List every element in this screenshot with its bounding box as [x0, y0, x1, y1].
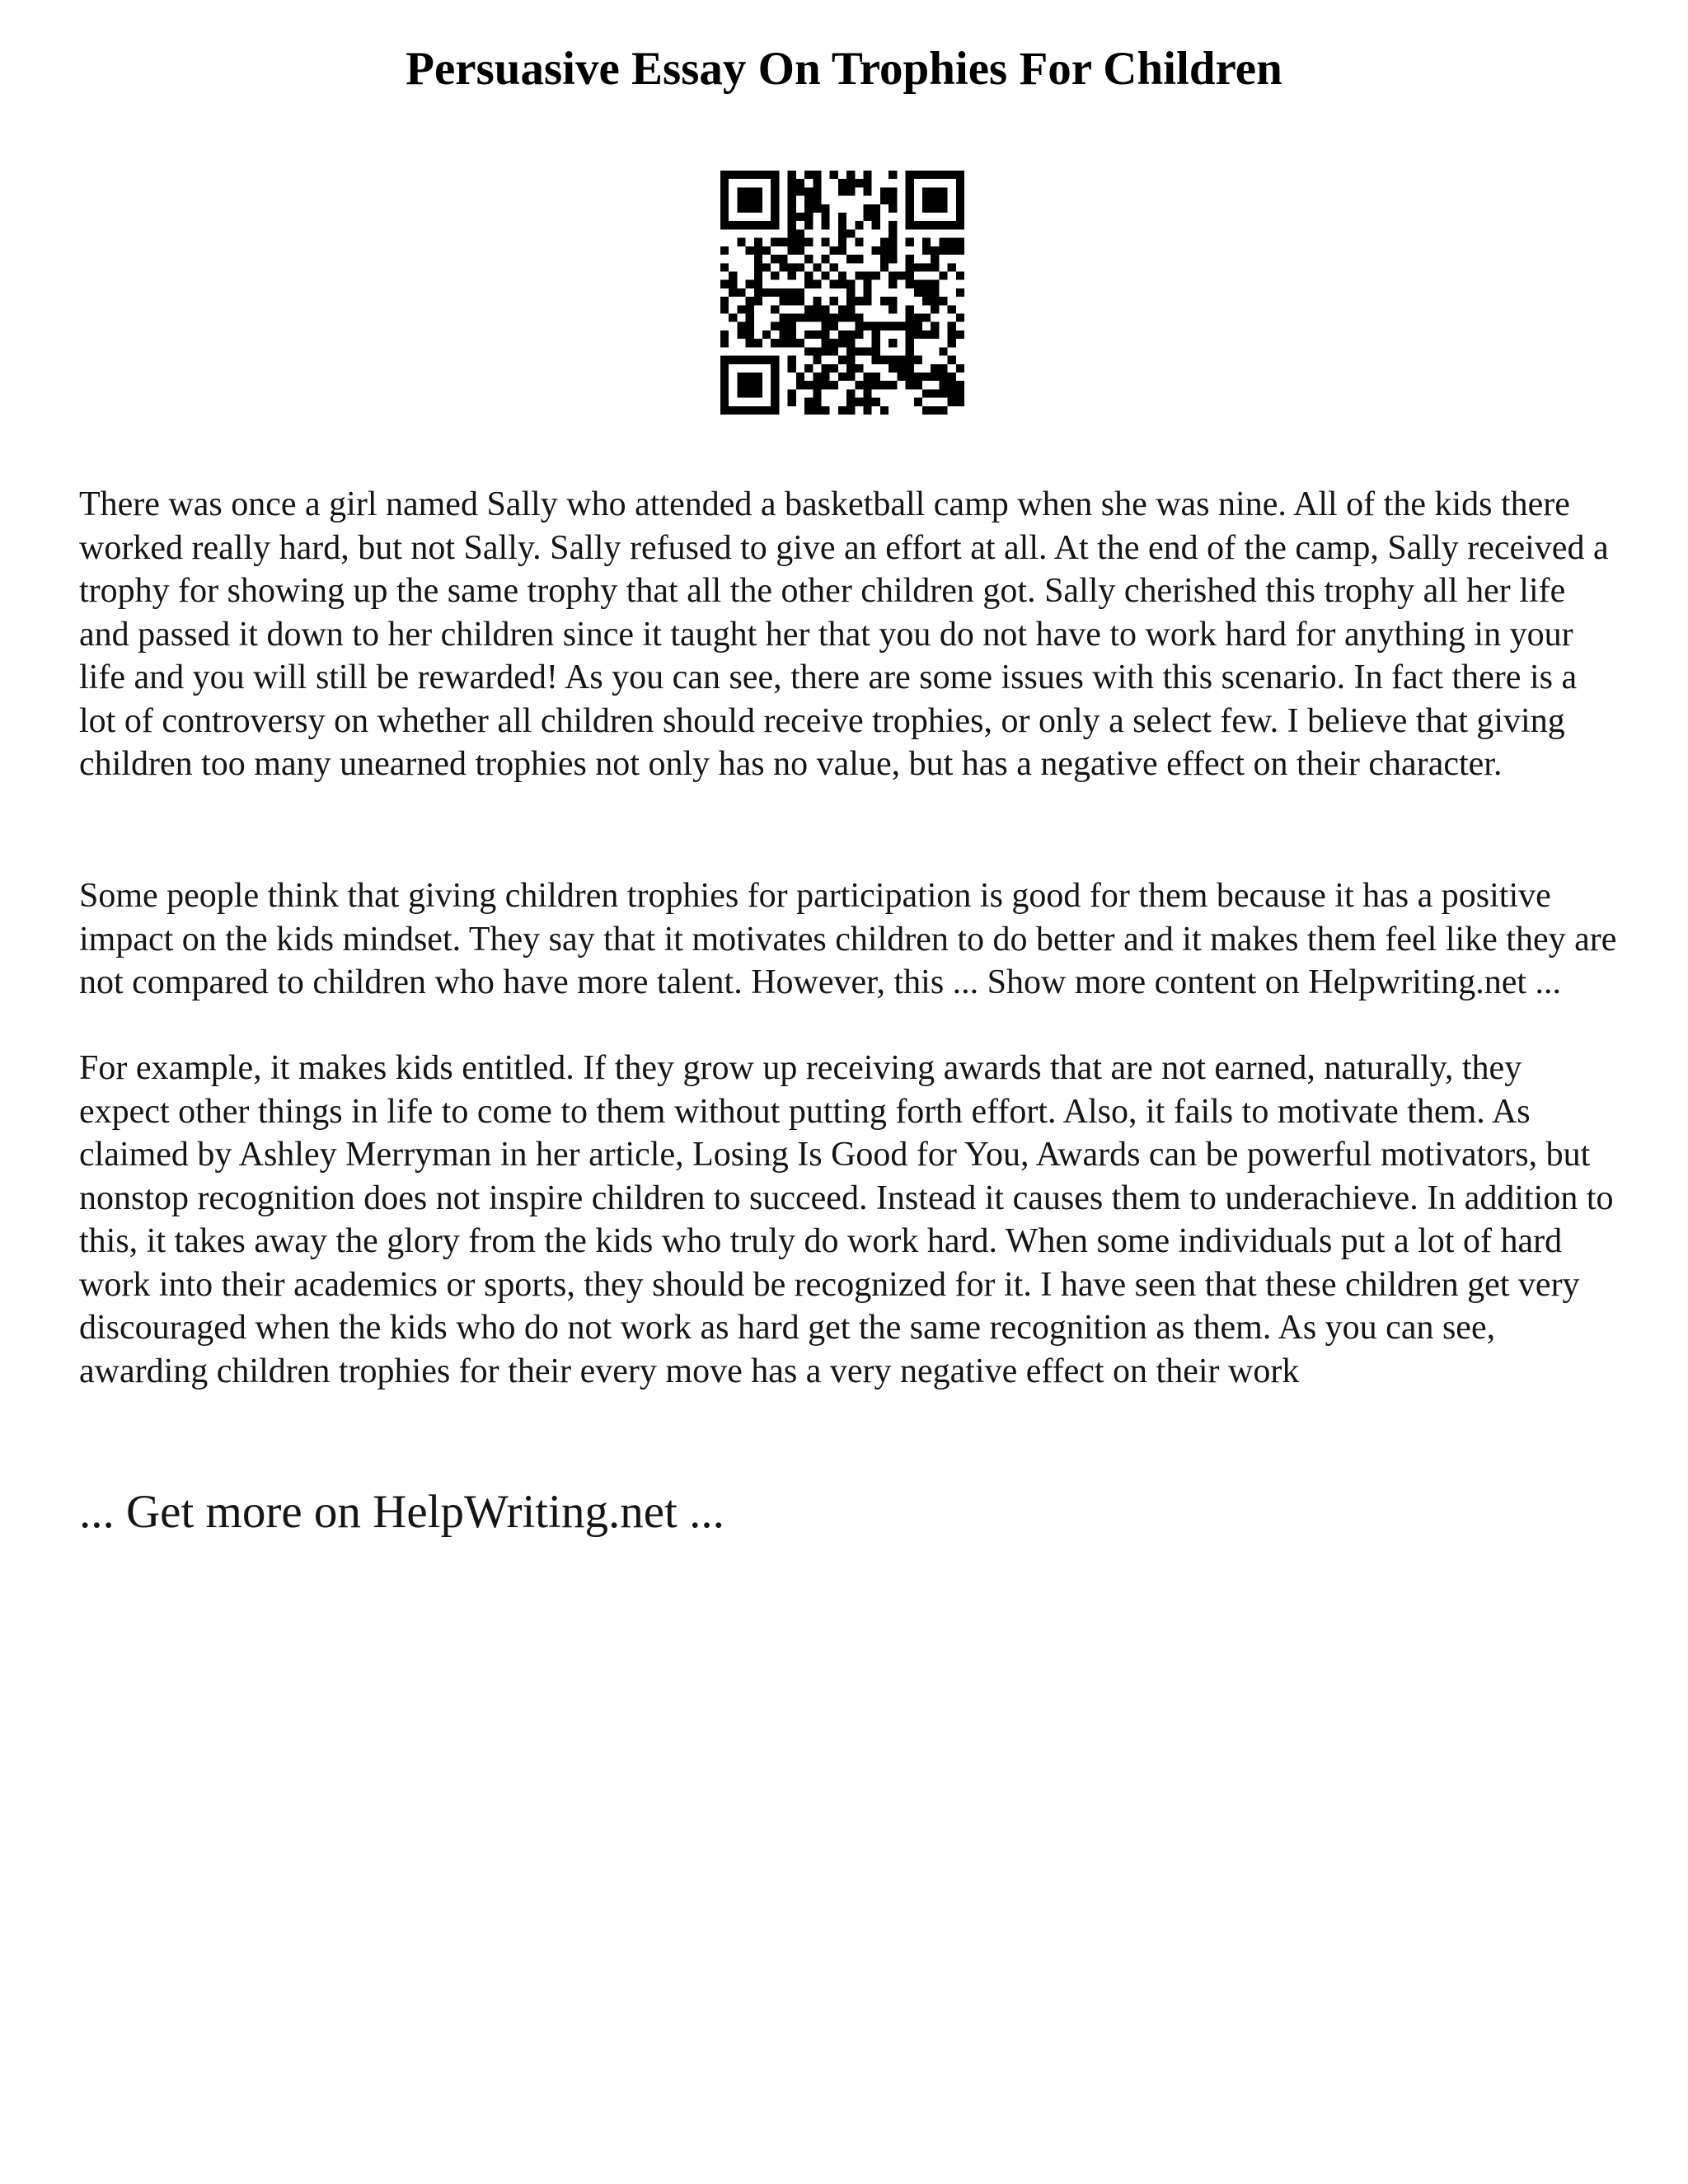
- get-more-link[interactable]: ... Get more on HelpWriting.net ...: [79, 1486, 724, 1538]
- page-title: Persuasive Essay On Trophies For Children: [406, 43, 1282, 95]
- essay-paragraph-3: For example, it makes kids entitled. If they grow up receiving awards that are not earned, naturally, they expect other things in life to come to them without putting forth effort. Also, it fails to motivate them. As claimed by Ashley Merryman in her article, Losing Is Good for You, Awards can be powerful motivators, but nonstop recognition does not inspire children to succeed. Instead it causes them to underachieve. In addition to this, it takes away the glory from the kids who truly do work hard. When some individuals put a lot of hard work into their academics or sports, they should be recognized for it. I have seen that these children get very discouraged when the kids who do not work as hard get the same recognition as them. As you can see, awarding children trophies for their every move has a very negative effect on their work: [79, 1049, 1614, 1390]
- qr-code-icon: [720, 171, 964, 415]
- essay-paragraph-2: Some people think that giving children trophies for participation is good for them because it has a positive impact on the kids mindset. They say that it motivates children to do better and it makes them feel like they are not compared to children who have more talent. However, this ... Show more content on Helpwriting.net ...: [79, 877, 1617, 1001]
- essay-paragraph-1: There was once a girl named Sally who attended a basketball camp when she was nine. All of the kids there worked really hard, but not Sally. Sally refused to give an effort at all. At the end of the camp, Sally received a trophy for showing up the same trophy that all the other children got. Sally cherished this trophy all her life and passed it down to her children since it taught her that you do not have to work hard for anything in your life and you will still be rewarded! As you can see, there are some issues with this scenario. In fact there is a lot of controversy on whether all children should receive trophies, or only a select few. I believe that giving children too many unearned trophies not only has no value, but has a negative effect on their character.: [79, 485, 1609, 783]
